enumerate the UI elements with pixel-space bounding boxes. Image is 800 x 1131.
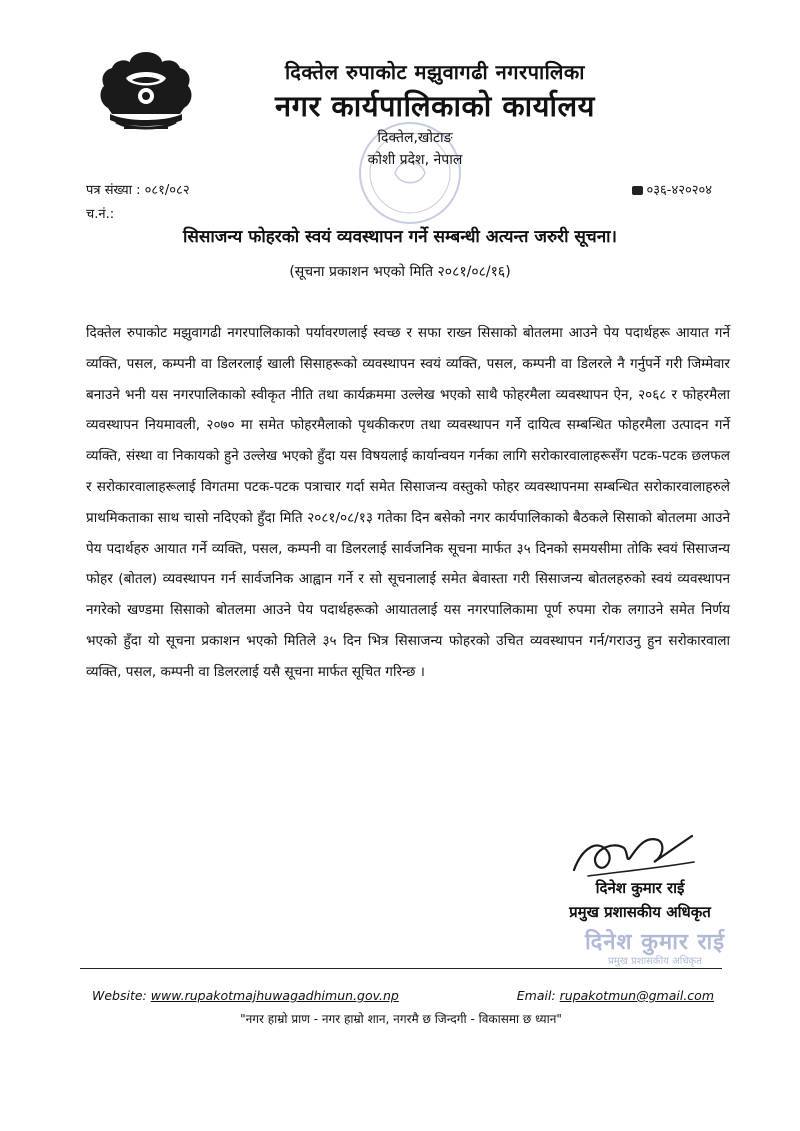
phone-number: ०३६-४२०२०४: [646, 183, 712, 198]
phone-number-row: [632, 180, 712, 198]
footer-divider: [80, 968, 722, 969]
notice-body: दिक्तेल रुपाकोट मझुवागढी नगरपालिकाको पर्यावरणलाई स्वच्छ र सफा राख्न सिसाको बोतलमा आउने पेय पदार्थहरू आयात गर्ने व्यक्ति, पसल, कम्पनी वा डिलरलाई खाली सिसाहरूको व्यवस्थापन स्वयं व्यक्ति, पसल, कम्पनी वा डिलरले नै गर्नुपर्ने गरी जिम्मेवार बनाउने भनी यस नगरपालिकाको स्वीकृत नीति तथा कार्यक्रममा उल्लेख भएको साथै फोहरमैला व्यवस्थापन ऐन, २०६८ र फोहरमैला व्यवस्थापन नियमावली, २०७० मा समेत फोहरमैलाको पृथकीकरण तथा व्यवस्थापन गर्ने दायित्व सम्बन्धित फोहरमैला उत्पादन गर्ने व्यक्ति, संस्था वा निकायको हुने उल्लेख भएको हुँदा यस विषयलाई कार्यान्वयन गर्नका लागि सरोकारवालाहरूसँग पटक-पटक छलफल र सरोकारवालाहरूलाई विगतमा पटक-पटक पत्राचार गर्दा समेत सिसाजन्य वस्तुको फोहर व्यवस्थापनमा सम्बन्धित सरोकारवालाहरुले प्राथमिकताका साथ चासो नदिएको हुँदा मिति २०८१/०८/१३ गतेका दिन बसेको नगर कार्यपालिकाको बैठकले सिसाको बोतलमा आउने पेय पदार्थहरु आयात गर्ने व्यक्ति, पसल, कम्पनी वा डिलरलाई सार्वजनिक सूचना मार्फत ३५ दिनको समयसीमा तोकि स्वयं सिसाजन्य फोहर (बोतल) व्यवस्थापन गर्न सार्वजनिक आह्वान गर्ने र सो सूचनालाई समेत बेवास्ता गरी सिसाजन्य बोतलहरुको स्वयं व्यवस्थापन नगरेको खण्डमा सिसाको बोतलमा आउने पेय पदार्थहरूको आयातलाई यस नगरपालिकामा पूर्ण रुपमा रोक लगाउने समेत निर्णय भएको हुँदा यो सूचना प्रकाशन भएको मितिले ३५ दिन भित्र सिसाजन्य फोहरको उचित व्यवस्थापन गर्न/गराउनु हुन सरोकारवाला व्यक्ति, पसल, कम्पनी वा डिलरलाई यसै सूचना मार्फत सूचित गरिन्छ ।: [86, 325, 730, 680]
address-line-2: कोशी प्रदेश, नेपाल: [367, 152, 463, 168]
signature: [568, 818, 698, 880]
footer-website: [92, 988, 399, 1003]
website-label: Website:: [92, 988, 147, 1003]
notice-subject: सिसाजन्य फोहरको स्वयं व्यवस्थापन गर्ने सम्बन्धी अत्यन्त जरुरी सूचना।: [183, 227, 617, 247]
name-stamp-line-2: प्रमुख प्रशासकीय अधिकृत: [608, 956, 702, 967]
name-stamp: [560, 930, 750, 968]
office-name: नगर कार्यपालिकाको कार्यालय: [275, 89, 595, 123]
phone-icon: [632, 186, 643, 195]
signatory-name: दिनेश कुमार राई: [595, 879, 685, 897]
municipality-motto: "नगर हाम्रो प्राण - नगर हाम्रो शान, नगरमै छ जिन्दगी - विकासमा छ ध्यान": [240, 1012, 562, 1026]
letter-number: पत्र संख्या : ०८१/०८२: [86, 183, 190, 198]
municipality-name: दिक्तेल रुपाकोट मझुवागढी नगरपालिका: [285, 60, 585, 84]
email-label: Email:: [516, 988, 556, 1003]
signatory-title: प्रमुख प्रशासकीय अधिकृत: [569, 903, 711, 921]
footer-email: [517, 988, 714, 1003]
address-line-1: दिक्तेल,खोटाङ: [377, 130, 453, 146]
nepal-emblem-icon: [96, 48, 196, 136]
name-stamp-line-1: दिनेश कुमार राई: [584, 930, 726, 955]
website-link[interactable]: www.rupakotmajhuwagadhimun.gov.np: [150, 988, 399, 1003]
email-link[interactable]: rupakotmun@gmail.com: [559, 988, 714, 1003]
publication-date: (सूचना प्रकाशन भएको मिति २०८१/०८/१६): [289, 264, 511, 280]
dispatch-number: च.नं.:: [86, 207, 115, 222]
